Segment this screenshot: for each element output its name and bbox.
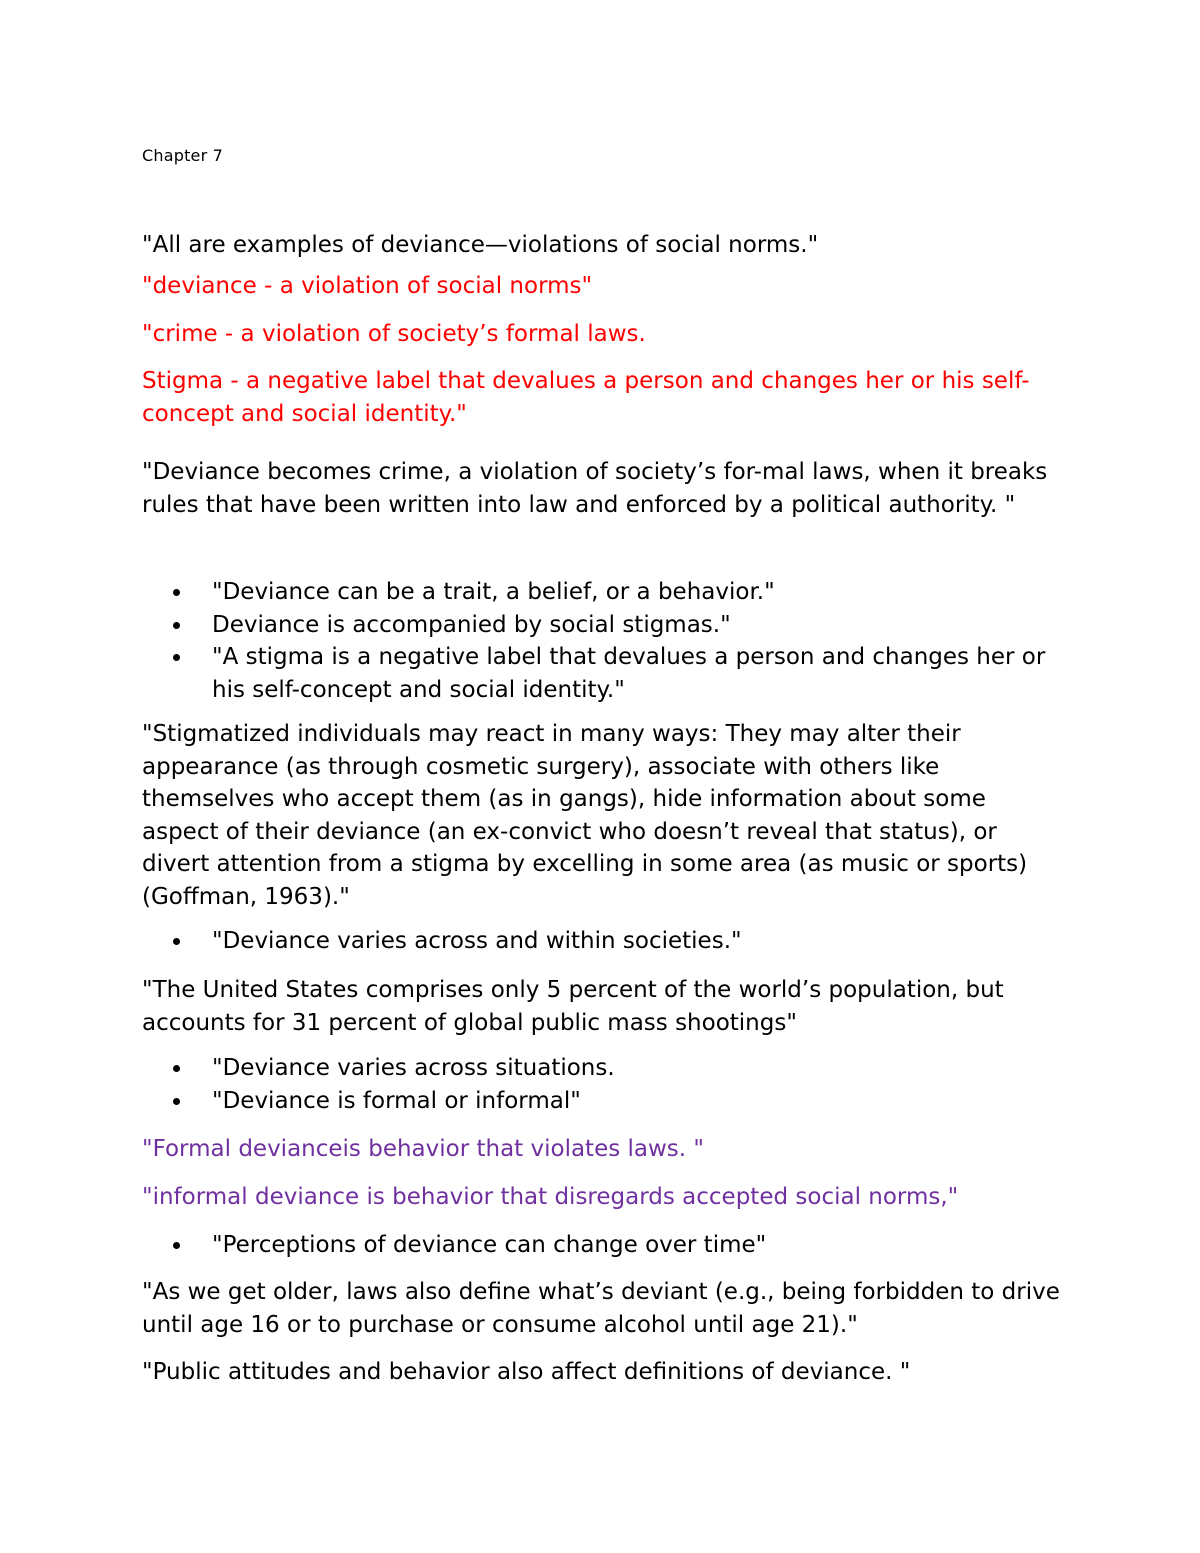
stigma-definition: Stigma - a negative label that devalues a person and changes her or his self-concept and social identity." (142, 368, 1030, 427)
bullet-list-perceptions (142, 1229, 1072, 1262)
crime-paragraph: "Deviance becomes crime, a violation of society’s for-mal laws, when it breaks rules that have been written into law and enforced by a political authority. " (142, 459, 1048, 518)
bullet-icon (173, 654, 180, 661)
crime-definition: "crime - a violation of society’s formal laws. (142, 321, 646, 347)
list-item: "Deviance varies across and within societies." (142, 925, 1072, 958)
public-attitudes-paragraph: "Public attitudes and behavior also affect definitions of deviance. " (142, 1359, 911, 1385)
list-item: "Deviance can be a trait, a belief, or a behavior." (142, 576, 1072, 609)
bullet-icon (173, 1065, 180, 1072)
list-item: "Deviance is formal or informal" (142, 1085, 1072, 1118)
list-item: "Perceptions of deviance can change over time" (142, 1229, 1072, 1262)
older-paragraph: "As we get older, laws also define what’s deviant (e.g., being forbidden to drive until age 16 or to purchase or consume alcohol until age 21)." (142, 1279, 1060, 1338)
bullet-list-situations (142, 1052, 1072, 1117)
bullet-icon (173, 622, 180, 629)
bullet-list-deviance-traits (142, 576, 1072, 706)
list-item: "A stigma is a negative label that devalues a person and changes her or his self-concept and social identity." (142, 641, 1072, 706)
bullet-icon (173, 1098, 180, 1105)
list-item: Deviance is accompanied by social stigmas." (142, 609, 1072, 642)
bullet-icon (173, 589, 180, 596)
formal-deviance-definition: "Formal devianceis behavior that violates laws. " (142, 1136, 704, 1162)
bullet-list-societies (142, 925, 1072, 958)
deviance-definition: "deviance - a violation of social norms" (142, 273, 593, 299)
informal-deviance-definition: "informal deviance is behavior that disregards accepted social norms," (142, 1184, 959, 1210)
intro-quote: "All are examples of deviance—violations of social norms." (142, 232, 819, 258)
list-item: "Deviance varies across situations. (142, 1052, 1072, 1085)
united-states-paragraph: "The United States comprises only 5 percent of the world’s population, but accounts for 31 percent of global public mass shootings" (142, 977, 1004, 1036)
chapter-heading: Chapter 7 (142, 146, 224, 165)
bullet-icon (173, 938, 180, 945)
stigmatized-paragraph: "Stigmatized individuals may react in many ways: They may alter their appearance (as through cosmetic surgery), associate with others like themselves who accept them (as in gangs), hide information about some aspect of their deviance (an ex-convict who doesn’t reveal that status), or divert attention from a stigma by excelling in some area (as music or sports) (Goffman, 1963)." (142, 721, 1028, 910)
bullet-icon (173, 1242, 180, 1249)
